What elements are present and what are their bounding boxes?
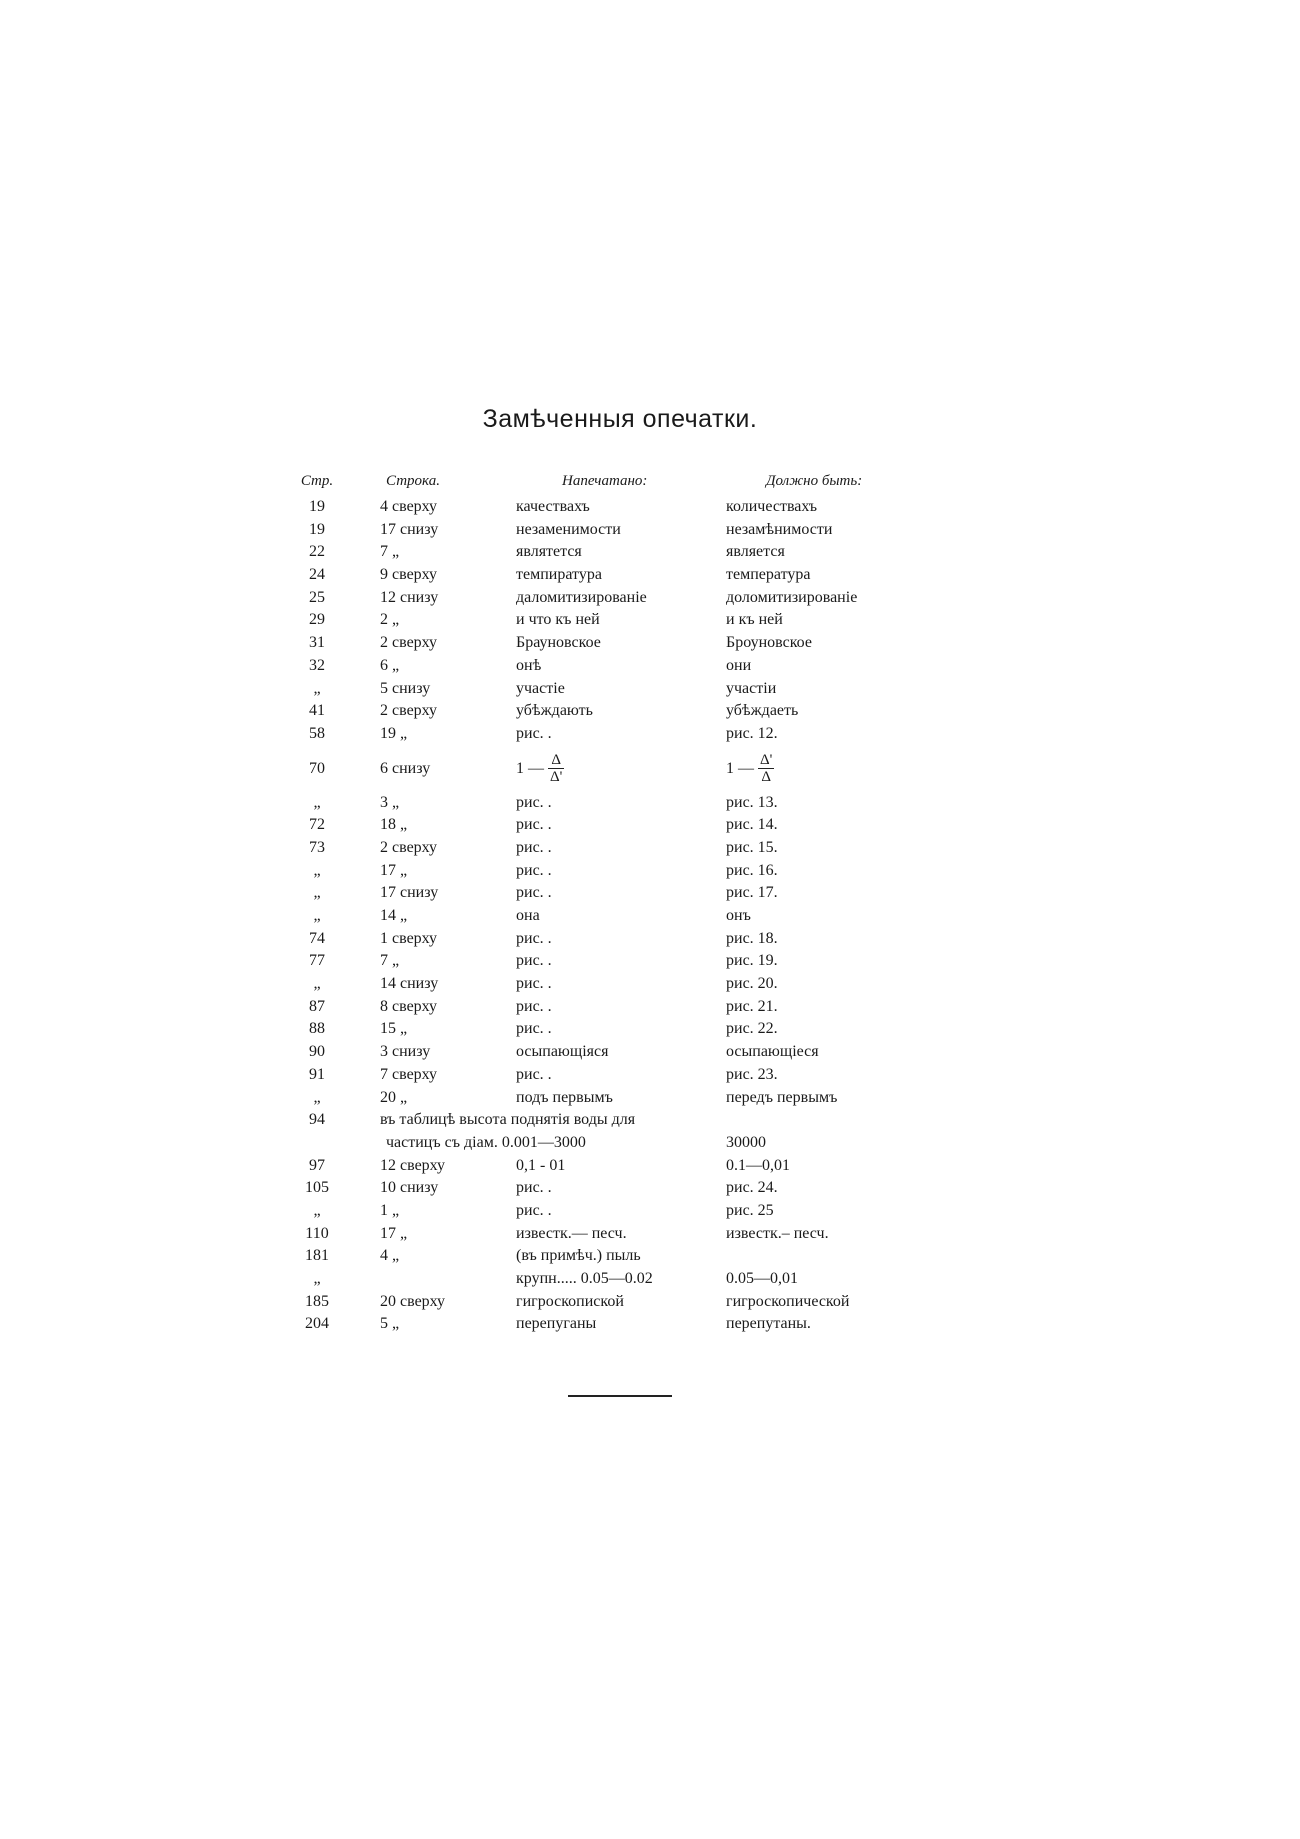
row-page: „	[313, 975, 321, 993]
row-line: 14 снизу	[380, 975, 439, 993]
row-correct: рис. 19.	[726, 952, 778, 970]
table-row	[286, 1041, 906, 1064]
row-correct: рис. 23.	[726, 1065, 778, 1083]
row-page: 70	[309, 759, 325, 777]
row-printed: рис. .	[516, 724, 552, 742]
table-row	[286, 1018, 906, 1041]
table-row	[286, 1291, 906, 1314]
row-correct: 0.1—0,01	[726, 1156, 790, 1174]
row-correct: участіи	[726, 679, 777, 697]
table-row	[286, 700, 906, 723]
row-line: 7 „	[380, 952, 400, 970]
fraction-numerator: Δ'	[760, 752, 773, 769]
row-page: 90	[309, 1043, 325, 1061]
fraction-denominator: Δ'	[550, 769, 563, 786]
table-row	[286, 882, 906, 905]
row-correct-formula	[726, 746, 774, 792]
row-line: 5 „	[380, 1315, 400, 1333]
fraction-denominator: Δ	[761, 769, 771, 786]
table-body	[286, 496, 906, 1336]
row-printed-continuation: частицъ съ діам. 0.001—3000	[386, 1133, 586, 1151]
row-line: 15 „	[380, 1020, 408, 1038]
table-row	[286, 996, 906, 1019]
row-correct: 30000	[726, 1133, 766, 1151]
row-page: 24	[309, 566, 325, 584]
row-printed: осыпающіяся	[516, 1043, 609, 1061]
row-correct: рис. 21.	[726, 997, 778, 1015]
table-row	[286, 1200, 906, 1223]
row-correct: рис. 18.	[726, 929, 778, 947]
row-line: 14 „	[380, 907, 408, 924]
row-printed: рис. .	[516, 929, 552, 947]
table-row	[286, 678, 906, 701]
table-row	[286, 723, 906, 746]
row-page: 19	[309, 520, 325, 538]
row-page: „	[313, 884, 321, 902]
row-printed: рис. .	[516, 1065, 552, 1083]
row-printed: убѣждають	[516, 702, 593, 720]
row-page: 185	[305, 1292, 329, 1310]
column-header-page: Стр.	[300, 473, 334, 489]
table-row	[286, 564, 906, 587]
row-page: 88	[309, 1020, 325, 1038]
table-row	[286, 1245, 906, 1268]
row-correct: и къ ней	[726, 611, 783, 629]
row-line: 9 сверху	[380, 566, 438, 584]
row-printed: (въ примѣч.) пыль	[516, 1247, 641, 1265]
row-correct: рис. 17.	[726, 884, 778, 902]
row-page: „	[313, 1201, 321, 1219]
row-line: 12 сверху	[380, 1156, 446, 1174]
row-page: 91	[309, 1065, 325, 1083]
row-line: 19 „	[380, 724, 408, 742]
row-line: 1 „	[380, 1201, 400, 1219]
row-printed: гигроскопиской	[516, 1292, 624, 1310]
row-printed: крупн..... 0.05—0.02	[516, 1270, 653, 1287]
row-page: 181	[305, 1247, 329, 1265]
row-correct: количествахъ	[726, 498, 818, 515]
row-line: 17 снизу	[380, 520, 439, 538]
row-correct: убѣждаеть	[726, 702, 799, 720]
row-line: 7 сверху	[380, 1065, 438, 1083]
table-row	[286, 792, 906, 815]
row-printed: рис. .	[516, 793, 552, 811]
table-row	[286, 973, 906, 996]
page-title: Замѣченныя опечатки.	[482, 405, 758, 433]
row-line: 20 „	[380, 1088, 408, 1106]
row-line: 20 сверху	[380, 1292, 446, 1310]
row-page: 31	[309, 634, 325, 652]
row-printed: рис. .	[516, 1201, 552, 1219]
row-printed: 0,1 - 01	[516, 1156, 566, 1174]
table-row	[286, 1177, 906, 1200]
row-correct: является	[726, 543, 785, 561]
row-page: 73	[309, 838, 325, 856]
table-row	[286, 1268, 906, 1291]
fraction	[548, 752, 564, 785]
table-row	[286, 905, 906, 928]
table-row	[286, 950, 906, 973]
row-printed: известк.— песч.	[516, 1224, 627, 1242]
row-printed: рис. .	[516, 997, 552, 1015]
row-line: 3 снизу	[380, 1043, 431, 1061]
row-line: 17 снизу	[380, 884, 439, 902]
table-row	[286, 541, 906, 564]
row-page: 19	[309, 498, 325, 515]
row-printed-formula	[516, 746, 564, 792]
row-page: „	[313, 907, 321, 924]
row-correct: рис. 14.	[726, 816, 778, 834]
row-span-text: въ таблицѣ высота поднятія воды для	[380, 1111, 636, 1129]
row-page: „	[313, 1270, 321, 1287]
formula-prefix: 1 —	[726, 759, 754, 777]
row-page: 105	[305, 1179, 329, 1197]
row-page: 94	[309, 1111, 325, 1129]
row-line: 2 сверху	[380, 634, 438, 652]
row-printed: рис. .	[516, 975, 552, 993]
row-line: 8 сверху	[380, 997, 438, 1015]
row-page: 41	[309, 702, 325, 720]
row-printed: качествахъ	[516, 498, 590, 515]
row-page: „	[313, 793, 321, 811]
row-correct: осыпающіеся	[726, 1043, 819, 1061]
row-correct: онъ	[726, 907, 751, 924]
row-printed: рис. .	[516, 861, 552, 879]
errata-table	[286, 466, 906, 1336]
row-line: 4 сверху	[380, 498, 438, 515]
row-printed: рис. .	[516, 1020, 552, 1038]
table-row	[286, 1109, 906, 1132]
column-header-line: Строка.	[386, 473, 440, 489]
row-correct: они	[726, 656, 752, 674]
row-line: 17 „	[380, 861, 408, 879]
table-row	[286, 519, 906, 542]
row-printed: она	[516, 907, 540, 924]
row-printed: являтется	[516, 543, 582, 561]
fraction-numerator: Δ	[548, 752, 564, 769]
row-printed: рис. .	[516, 838, 552, 856]
row-page: 25	[309, 588, 325, 606]
row-page: 72	[309, 816, 325, 834]
row-correct: незамѣнимости	[726, 520, 833, 538]
table-row	[286, 632, 906, 655]
row-page: 22	[309, 543, 325, 561]
table-row	[286, 1132, 906, 1155]
table-row	[286, 746, 906, 792]
table-row	[286, 1087, 906, 1110]
row-correct: рис. 13.	[726, 793, 778, 811]
row-page: 110	[305, 1224, 329, 1242]
row-line: 3 „	[380, 793, 400, 811]
row-line: 18 „	[380, 816, 408, 834]
table-row	[286, 928, 906, 951]
formula-prefix: 1 —	[516, 759, 544, 777]
row-line: 2 „	[380, 611, 400, 629]
row-line: 4 „	[380, 1247, 400, 1265]
row-page: 97	[309, 1156, 325, 1174]
row-printed: участіе	[516, 679, 565, 697]
row-correct: рис. 15.	[726, 838, 778, 856]
table-row	[286, 496, 906, 519]
row-correct: 0.05—0,01	[726, 1270, 798, 1287]
row-line: 10 снизу	[380, 1179, 439, 1197]
row-printed: рис. .	[516, 952, 552, 970]
row-printed: рис. .	[516, 884, 552, 902]
table-row	[286, 655, 906, 678]
row-page: 77	[309, 952, 325, 970]
row-correct: рис. 25	[726, 1201, 774, 1219]
table-row	[286, 1155, 906, 1178]
row-correct: передъ первымъ	[726, 1088, 838, 1106]
row-page: 29	[309, 611, 325, 629]
table-row	[286, 1064, 906, 1087]
table-row	[286, 860, 906, 883]
table-row	[286, 1223, 906, 1246]
row-correct: температура	[726, 566, 811, 584]
row-page: 58	[309, 724, 325, 742]
row-page: 32	[309, 656, 325, 674]
row-line: 2 сверху	[380, 838, 438, 856]
row-correct: Броуновское	[726, 634, 812, 652]
row-line: 2 сверху	[380, 702, 438, 720]
row-line: 7 „	[380, 543, 400, 561]
closing-rule	[568, 1395, 672, 1397]
fraction	[758, 752, 774, 785]
table-header	[286, 466, 906, 496]
table-row	[286, 837, 906, 860]
row-line: 1 сверху	[380, 929, 438, 947]
row-page: 87	[309, 997, 325, 1015]
table-row	[286, 609, 906, 632]
row-correct: рис. 16.	[726, 861, 778, 879]
table-row	[286, 1313, 906, 1336]
row-printed: Брауновское	[516, 634, 601, 652]
row-line: 5 снизу	[380, 679, 431, 697]
row-page: „	[313, 679, 321, 697]
row-correct: гигроскопической	[726, 1292, 850, 1310]
row-page: „	[313, 861, 321, 879]
table-row	[286, 587, 906, 610]
row-page: 204	[305, 1315, 329, 1333]
row-correct: рис. 20.	[726, 975, 778, 993]
column-header-correct: Должно быть:	[766, 473, 863, 489]
row-correct: доломитизированіе	[726, 588, 858, 606]
row-correct: известк.– песч.	[726, 1224, 829, 1242]
row-printed: темпиратура	[516, 566, 602, 584]
row-correct: рис. 12.	[726, 724, 778, 742]
row-line: 6 „	[380, 656, 400, 674]
row-line: 17 „	[380, 1224, 408, 1242]
column-header-printed: Напечатано:	[562, 473, 648, 489]
row-printed: перепуганы	[516, 1315, 597, 1333]
row-page: „	[313, 1088, 321, 1106]
row-correct: рис. 24.	[726, 1179, 778, 1197]
table-row	[286, 814, 906, 837]
row-printed: подъ первымъ	[516, 1088, 613, 1106]
row-printed: онѣ	[516, 656, 542, 674]
row-correct: рис. 22.	[726, 1020, 778, 1038]
row-line: 12 снизу	[380, 588, 439, 606]
row-correct: перепутаны.	[726, 1315, 811, 1333]
row-printed: даломитизированіе	[516, 588, 647, 606]
row-line: 6 снизу	[380, 759, 431, 777]
row-printed: незаменимости	[516, 520, 621, 538]
row-printed: и что къ ней	[516, 611, 600, 629]
row-printed: рис. .	[516, 816, 552, 834]
row-printed: рис. .	[516, 1179, 552, 1197]
row-page: 74	[309, 929, 325, 947]
